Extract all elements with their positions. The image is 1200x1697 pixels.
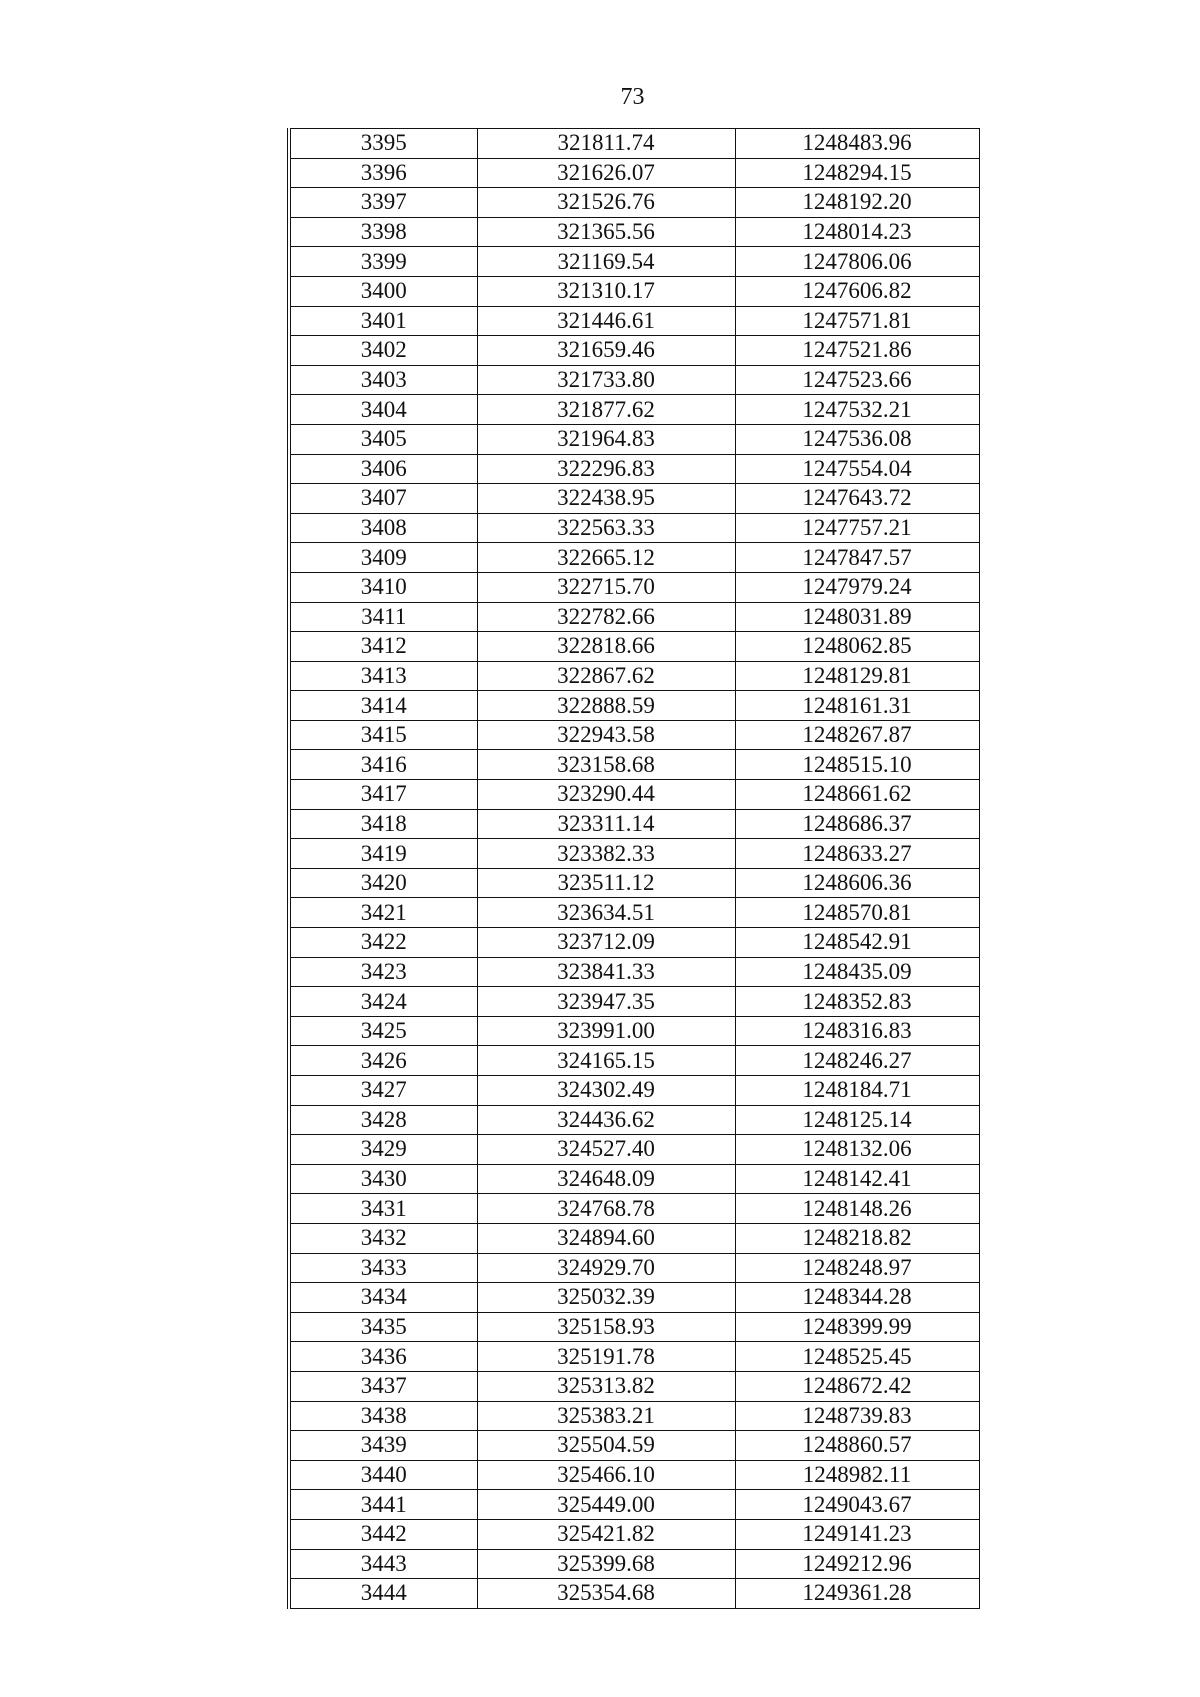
table-row [289, 1431, 979, 1461]
table-row [289, 188, 979, 218]
x-coordinate-cell: 324894.60 [477, 1223, 735, 1253]
point-number-cell: 3444 [289, 1579, 477, 1609]
point-number-cell: 3410 [289, 572, 477, 602]
point-number-cell: 3405 [289, 424, 477, 454]
table-row [289, 1105, 979, 1135]
y-coordinate-cell: 1248129.81 [735, 661, 979, 691]
x-coordinate-cell: 325313.82 [477, 1371, 735, 1401]
point-number-cell: 3435 [289, 1312, 477, 1342]
point-number-cell: 3422 [289, 928, 477, 958]
table-row [289, 1579, 979, 1609]
table-row [289, 1490, 979, 1520]
y-coordinate-cell: 1248661.62 [735, 780, 979, 810]
point-number-cell: 3411 [289, 602, 477, 632]
y-coordinate-cell: 1248525.45 [735, 1342, 979, 1372]
y-coordinate-cell: 1248542.91 [735, 928, 979, 958]
y-coordinate-cell: 1247643.72 [735, 484, 979, 514]
x-coordinate-cell: 323382.33 [477, 839, 735, 869]
table-row [289, 1223, 979, 1253]
point-number-cell: 3412 [289, 632, 477, 662]
x-coordinate-cell: 321169.54 [477, 247, 735, 277]
y-coordinate-cell: 1248246.27 [735, 1046, 979, 1076]
point-number-cell: 3407 [289, 484, 477, 514]
point-number-cell: 3440 [289, 1460, 477, 1490]
point-number-cell: 3416 [289, 750, 477, 780]
x-coordinate-cell: 321964.83 [477, 424, 735, 454]
point-number-cell: 3409 [289, 543, 477, 573]
table-row [289, 661, 979, 691]
point-number-cell: 3433 [289, 1253, 477, 1283]
x-coordinate-cell: 325383.21 [477, 1401, 735, 1431]
table-row [289, 1460, 979, 1490]
table-row [289, 1312, 979, 1342]
point-number-cell: 3441 [289, 1490, 477, 1520]
y-coordinate-cell: 1247606.82 [735, 276, 979, 306]
y-coordinate-cell: 1248435.09 [735, 957, 979, 987]
table-row [289, 276, 979, 306]
x-coordinate-cell: 322818.66 [477, 632, 735, 662]
x-coordinate-cell: 321659.46 [477, 336, 735, 366]
x-coordinate-cell: 322943.58 [477, 720, 735, 750]
x-coordinate-cell: 323947.35 [477, 987, 735, 1017]
x-coordinate-cell: 325191.78 [477, 1342, 735, 1372]
y-coordinate-cell: 1248132.06 [735, 1135, 979, 1165]
table-row [289, 129, 979, 159]
x-coordinate-cell: 325158.93 [477, 1312, 735, 1342]
y-coordinate-cell: 1249361.28 [802, 1580, 912, 1606]
x-coordinate-cell: 324527.40 [477, 1135, 735, 1165]
table-row [289, 1194, 979, 1224]
point-number-cell: 3401 [289, 306, 477, 336]
y-coordinate-cell: 1248606.36 [735, 868, 979, 898]
table-row [289, 868, 979, 898]
point-number-cell: 3413 [289, 661, 477, 691]
point-number-cell: 3420 [289, 868, 477, 898]
point-number-cell: 3403 [289, 365, 477, 395]
x-coordinate-cell: 322438.95 [477, 484, 735, 514]
x-coordinate-cell: 323311.14 [477, 809, 735, 839]
y-coordinate-cell: 1247757.21 [735, 513, 979, 543]
point-number-cell: 3398 [289, 217, 477, 247]
table-row [289, 336, 979, 366]
coordinate-table [287, 128, 980, 1609]
y-coordinate-cell: 1248399.99 [735, 1312, 979, 1342]
x-coordinate-cell: 322867.62 [477, 661, 735, 691]
point-number-cell: 3428 [289, 1105, 477, 1135]
table-row [289, 839, 979, 869]
y-coordinate-cell: 1249141.23 [735, 1519, 979, 1549]
y-coordinate-cell: 1248672.42 [735, 1371, 979, 1401]
y-coordinate-cell: 1248148.26 [735, 1194, 979, 1224]
x-coordinate-cell: 324648.09 [477, 1164, 735, 1194]
table-row [289, 217, 979, 247]
y-coordinate-cell: 1248633.27 [735, 839, 979, 869]
y-coordinate-cell: 1248184.71 [735, 1076, 979, 1106]
x-coordinate-cell: 321310.17 [477, 276, 735, 306]
y-coordinate-cell: 1247523.66 [735, 365, 979, 395]
table-row [289, 720, 979, 750]
table-row [289, 543, 979, 573]
y-coordinate-cell: 1249043.67 [735, 1490, 979, 1520]
table-row [289, 809, 979, 839]
table-row [289, 1164, 979, 1194]
table-body [289, 129, 979, 1609]
y-coordinate-cell: 1248316.83 [735, 1016, 979, 1046]
table-row [289, 513, 979, 543]
y-coordinate-cell: 1248062.85 [735, 632, 979, 662]
x-coordinate-cell: 323290.44 [477, 780, 735, 810]
point-number-cell: 3414 [289, 691, 477, 721]
point-number-cell: 3404 [289, 395, 477, 425]
y-coordinate-cell: 1248218.82 [735, 1223, 979, 1253]
point-number-cell: 3397 [289, 188, 477, 218]
table-row [289, 158, 979, 188]
table-row [289, 1401, 979, 1431]
table-row [289, 1342, 979, 1372]
table-row [289, 1519, 979, 1549]
y-coordinate-cell: 1248982.11 [735, 1460, 979, 1490]
x-coordinate-cell: 325399.68 [477, 1549, 735, 1579]
point-number-cell: 3418 [289, 809, 477, 839]
y-coordinate-cell: 1247532.21 [735, 395, 979, 425]
point-number-cell: 3399 [289, 247, 477, 277]
table-row [289, 1253, 979, 1283]
x-coordinate-cell: 321446.61 [477, 306, 735, 336]
y-coordinate-cell: 1248125.14 [735, 1105, 979, 1135]
table-row [289, 484, 979, 514]
x-coordinate-cell: 325449.00 [477, 1490, 735, 1520]
y-coordinate-cell: 1248483.96 [735, 129, 979, 159]
point-number-cell: 3419 [289, 839, 477, 869]
y-coordinate-cell: 1248192.20 [735, 188, 979, 218]
y-coordinate-cell: 1248860.57 [735, 1431, 979, 1461]
y-coordinate-cell: 1248686.37 [735, 809, 979, 839]
point-number-cell: 3427 [289, 1076, 477, 1106]
x-coordinate-cell: 321626.07 [477, 158, 735, 188]
x-coordinate-cell: 322782.66 [477, 602, 735, 632]
point-number-cell: 3434 [289, 1283, 477, 1313]
table-row [289, 306, 979, 336]
point-number-cell: 3437 [289, 1371, 477, 1401]
point-number-cell: 3402 [289, 336, 477, 366]
table-row [289, 395, 979, 425]
point-number-cell: 3408 [289, 513, 477, 543]
table-row [289, 750, 979, 780]
table-row [289, 987, 979, 1017]
table-row [289, 1135, 979, 1165]
y-coordinate-cell: 1248142.41 [735, 1164, 979, 1194]
y-coordinate-cell: 1247979.24 [735, 572, 979, 602]
point-number-cell: 3429 [289, 1135, 477, 1165]
table-row [289, 1076, 979, 1106]
table-row [289, 632, 979, 662]
point-number-cell: 3417 [289, 780, 477, 810]
table-row [289, 424, 979, 454]
table-row [289, 1283, 979, 1313]
x-coordinate-cell: 324929.70 [477, 1253, 735, 1283]
table-row [289, 780, 979, 810]
x-coordinate-cell: 324436.62 [477, 1105, 735, 1135]
x-coordinate-cell: 325504.59 [477, 1431, 735, 1461]
y-coordinate-cell: 1248515.10 [735, 750, 979, 780]
x-coordinate-cell: 322665.12 [477, 543, 735, 573]
table-row [289, 602, 979, 632]
point-number-cell: 3406 [289, 454, 477, 484]
point-number-cell: 3425 [289, 1016, 477, 1046]
x-coordinate-cell: 321365.56 [477, 217, 735, 247]
x-coordinate-cell: 321733.80 [477, 365, 735, 395]
table-row [289, 957, 979, 987]
x-coordinate-cell: 322296.83 [477, 454, 735, 484]
x-coordinate-cell: 323511.12 [477, 868, 735, 898]
point-number-cell: 3442 [289, 1519, 477, 1549]
table-row [289, 928, 979, 958]
x-coordinate-cell: 321526.76 [477, 188, 735, 218]
point-number-cell: 3423 [289, 957, 477, 987]
x-coordinate-cell: 322888.59 [477, 691, 735, 721]
x-coordinate-cell: 322715.70 [477, 572, 735, 602]
y-coordinate-cell: 1248570.81 [735, 898, 979, 928]
y-coordinate-cell: 1248267.87 [735, 720, 979, 750]
table-row [289, 1016, 979, 1046]
point-number-cell: 3415 [289, 720, 477, 750]
x-coordinate-cell: 323712.09 [477, 928, 735, 958]
x-coordinate-cell: 321811.74 [477, 129, 735, 159]
point-number-cell: 3426 [289, 1046, 477, 1076]
x-coordinate-cell: 321877.62 [477, 395, 735, 425]
table-row [289, 1371, 979, 1401]
x-coordinate-cell: 323991.00 [477, 1016, 735, 1046]
point-number-cell: 3421 [289, 898, 477, 928]
y-coordinate-cell: 1247536.08 [735, 424, 979, 454]
x-coordinate-cell: 324165.15 [477, 1046, 735, 1076]
y-coordinate-cell: 1247554.04 [735, 454, 979, 484]
y-coordinate-cell: 1248344.28 [735, 1283, 979, 1313]
point-number-cell: 3432 [289, 1223, 477, 1253]
point-number-cell: 3396 [289, 158, 477, 188]
table-row [289, 1549, 979, 1579]
y-coordinate-cell: 1249212.96 [735, 1549, 979, 1579]
x-coordinate-cell: 325466.10 [477, 1460, 735, 1490]
point-number-cell: 3443 [289, 1549, 477, 1579]
point-number-cell: 3431 [289, 1194, 477, 1224]
point-number-cell: 3438 [289, 1401, 477, 1431]
x-coordinate-cell: 324302.49 [477, 1076, 735, 1106]
page-number: 73 [620, 84, 645, 110]
y-coordinate-cell: 1248294.15 [735, 158, 979, 188]
y-coordinate-cell: 1248352.83 [735, 987, 979, 1017]
y-coordinate-cell: 1247521.86 [735, 336, 979, 366]
x-coordinate-cell: 325354.68 [477, 1579, 735, 1609]
y-coordinate-cell: 1247806.06 [735, 247, 979, 277]
y-coordinate-cell: 1248161.31 [735, 691, 979, 721]
y-coordinate-cell: 1248248.97 [735, 1253, 979, 1283]
y-coordinate-cell: 1247571.81 [735, 306, 979, 336]
table-row [289, 691, 979, 721]
point-number-cell: 3439 [289, 1431, 477, 1461]
x-coordinate-cell: 323158.68 [477, 750, 735, 780]
table-row [289, 247, 979, 277]
table-row [289, 365, 979, 395]
table-row [289, 898, 979, 928]
point-number-cell: 3430 [289, 1164, 477, 1194]
point-number-cell: 3424 [289, 987, 477, 1017]
table-row [289, 572, 979, 602]
point-number-cell: 3400 [289, 276, 477, 306]
x-coordinate-cell: 325032.39 [477, 1283, 735, 1313]
x-coordinate-cell: 323841.33 [477, 957, 735, 987]
x-coordinate-cell: 325421.82 [477, 1519, 735, 1549]
point-number-cell: 3395 [289, 129, 477, 159]
y-coordinate-cell: 1248739.83 [735, 1401, 979, 1431]
y-coordinate-cell: 1247847.57 [735, 543, 979, 573]
point-number-cell: 3436 [289, 1342, 477, 1372]
table-row [289, 1046, 979, 1076]
x-coordinate-cell: 323634.51 [477, 898, 735, 928]
x-coordinate-cell: 324768.78 [477, 1194, 735, 1224]
table-row [289, 454, 979, 484]
y-coordinate-cell: 1248031.89 [735, 602, 979, 632]
x-coordinate-cell: 322563.33 [477, 513, 735, 543]
y-coordinate-cell: 1248014.23 [735, 217, 979, 247]
